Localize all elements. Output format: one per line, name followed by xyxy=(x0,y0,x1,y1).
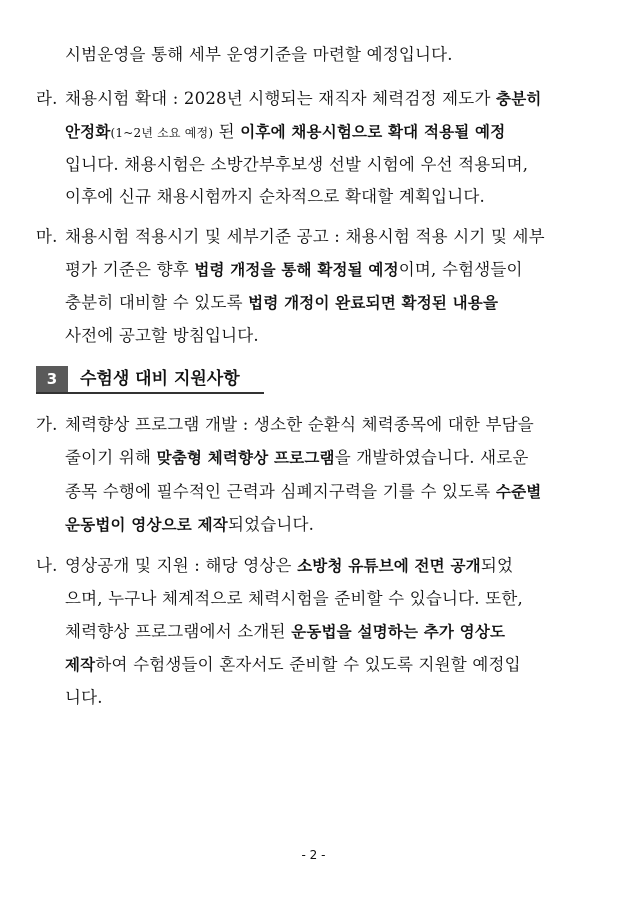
item-na-text: 니다. xyxy=(65,688,103,707)
item-na-text: 영상공개 및 지원 : 해당 영상은 xyxy=(65,556,298,575)
item-na-line-3 xyxy=(65,621,505,643)
item-ra-text: 입니다. 채용시험은 소방간부후보생 선발 시험에 우선 적용되며, xyxy=(65,155,529,174)
item-ga-label: 가. xyxy=(36,415,58,434)
item-ga-text: 종목 수행에 필수적인 근력과 심폐지구력을 기를 수 있도록 xyxy=(65,482,496,501)
item-ga-line-3 xyxy=(65,481,541,503)
item-ra-line-2 xyxy=(65,121,505,144)
item-na-line-1 xyxy=(65,555,513,577)
item-ga-bold: 수준별 xyxy=(495,483,542,501)
item-ma-line-2 xyxy=(65,259,523,281)
item-ra-text: 이후에 신규 채용시험까지 순차적으로 확대할 계획입니다. xyxy=(65,187,486,206)
item-na-text: 으며, 누구나 체계적으로 체력시험을 준비할 수 있습니다. 또한, xyxy=(65,589,523,608)
item-ma-line-1 xyxy=(65,226,545,248)
item-na-line-2 xyxy=(65,588,523,610)
item-ma-text: 평가 기준은 향후 xyxy=(65,260,195,279)
page-number: - 2 - xyxy=(301,848,326,862)
item-ma-text: 충분히 대비할 수 있도록 xyxy=(65,293,249,312)
item-na-line-4 xyxy=(65,654,521,676)
item-ra-text: 채용시험 확대 : 2028년 시행되는 재직자 체력검정 제도가 xyxy=(65,89,497,108)
item-na-bold: 운동법을 설명하는 추가 영상도 xyxy=(291,623,506,641)
item-ma-line-4 xyxy=(65,325,259,347)
item-ra-line-3 xyxy=(65,154,528,176)
item-ra-bold: 안정화 xyxy=(65,123,111,141)
item-ga-line-1 xyxy=(65,414,534,436)
item-ga-text: 되었습니다. xyxy=(227,515,315,534)
item-ra-note: (1~2년 소요 예정) xyxy=(110,126,214,140)
item-na-text: 체력향상 프로그램에서 소개된 xyxy=(65,622,292,641)
item-ma-bold: 법령 개정을 통해 확정될 예정 xyxy=(194,261,399,279)
intro-text: 시범운영을 통해 세부 운영기준을 마련할 예정입니다. xyxy=(65,45,453,64)
item-ra-label: 라. xyxy=(36,89,58,108)
item-na-bold: 소방청 유튜브에 전면 공개 xyxy=(297,557,481,575)
item-ga-text: 줄이기 위해 xyxy=(65,448,157,467)
section-number-badge: 3 xyxy=(36,366,68,392)
item-ma-text: 이며, 수험생들이 xyxy=(398,260,523,279)
item-na-bold: 제작 xyxy=(65,656,96,674)
intro-line xyxy=(65,44,453,66)
item-ma-text: 채용시험 적용시기 및 세부기준 공고 : 채용시험 적용 시기 및 세부 xyxy=(65,227,545,246)
item-ma-label: 마. xyxy=(36,227,58,246)
item-ra-line-4 xyxy=(65,186,485,208)
item-na-text: 하여 수험생들이 혼자서도 준비할 수 있도록 지원할 예정입 xyxy=(95,655,521,674)
item-ra-bold: 이후에 채용시험으로 확대 적용될 예정 xyxy=(240,123,506,141)
item-ga-bold: 운동법이 영상으로 제작 xyxy=(65,516,228,534)
item-ra-text: 된 xyxy=(213,122,241,141)
section-title: 수험생 대비 지원사항 xyxy=(80,369,240,389)
item-ma-text: 사전에 공고할 방침입니다. xyxy=(65,326,259,345)
item-na-text: 되었 xyxy=(480,556,514,575)
item-ra-line-1 xyxy=(65,88,542,110)
item-ma-line-3 xyxy=(65,292,498,314)
item-ga-text: 체력향상 프로그램 개발 : 생소한 순환식 체력종목에 대한 부담을 xyxy=(65,415,534,434)
item-ga-line-2 xyxy=(65,447,529,469)
item-ga-text: 을 개발하였습니다. 새로운 xyxy=(334,448,529,467)
item-ma-bold: 법령 개정이 완료되면 확정된 내용을 xyxy=(248,294,499,312)
item-ga-line-4 xyxy=(65,514,314,536)
item-ra-bold: 충분히 xyxy=(496,90,542,108)
item-ga-bold: 맞춤형 체력향상 프로그램 xyxy=(156,449,335,467)
item-na-label: 나. xyxy=(36,556,58,575)
section-heading xyxy=(36,366,264,394)
item-na-line-5 xyxy=(65,687,103,709)
